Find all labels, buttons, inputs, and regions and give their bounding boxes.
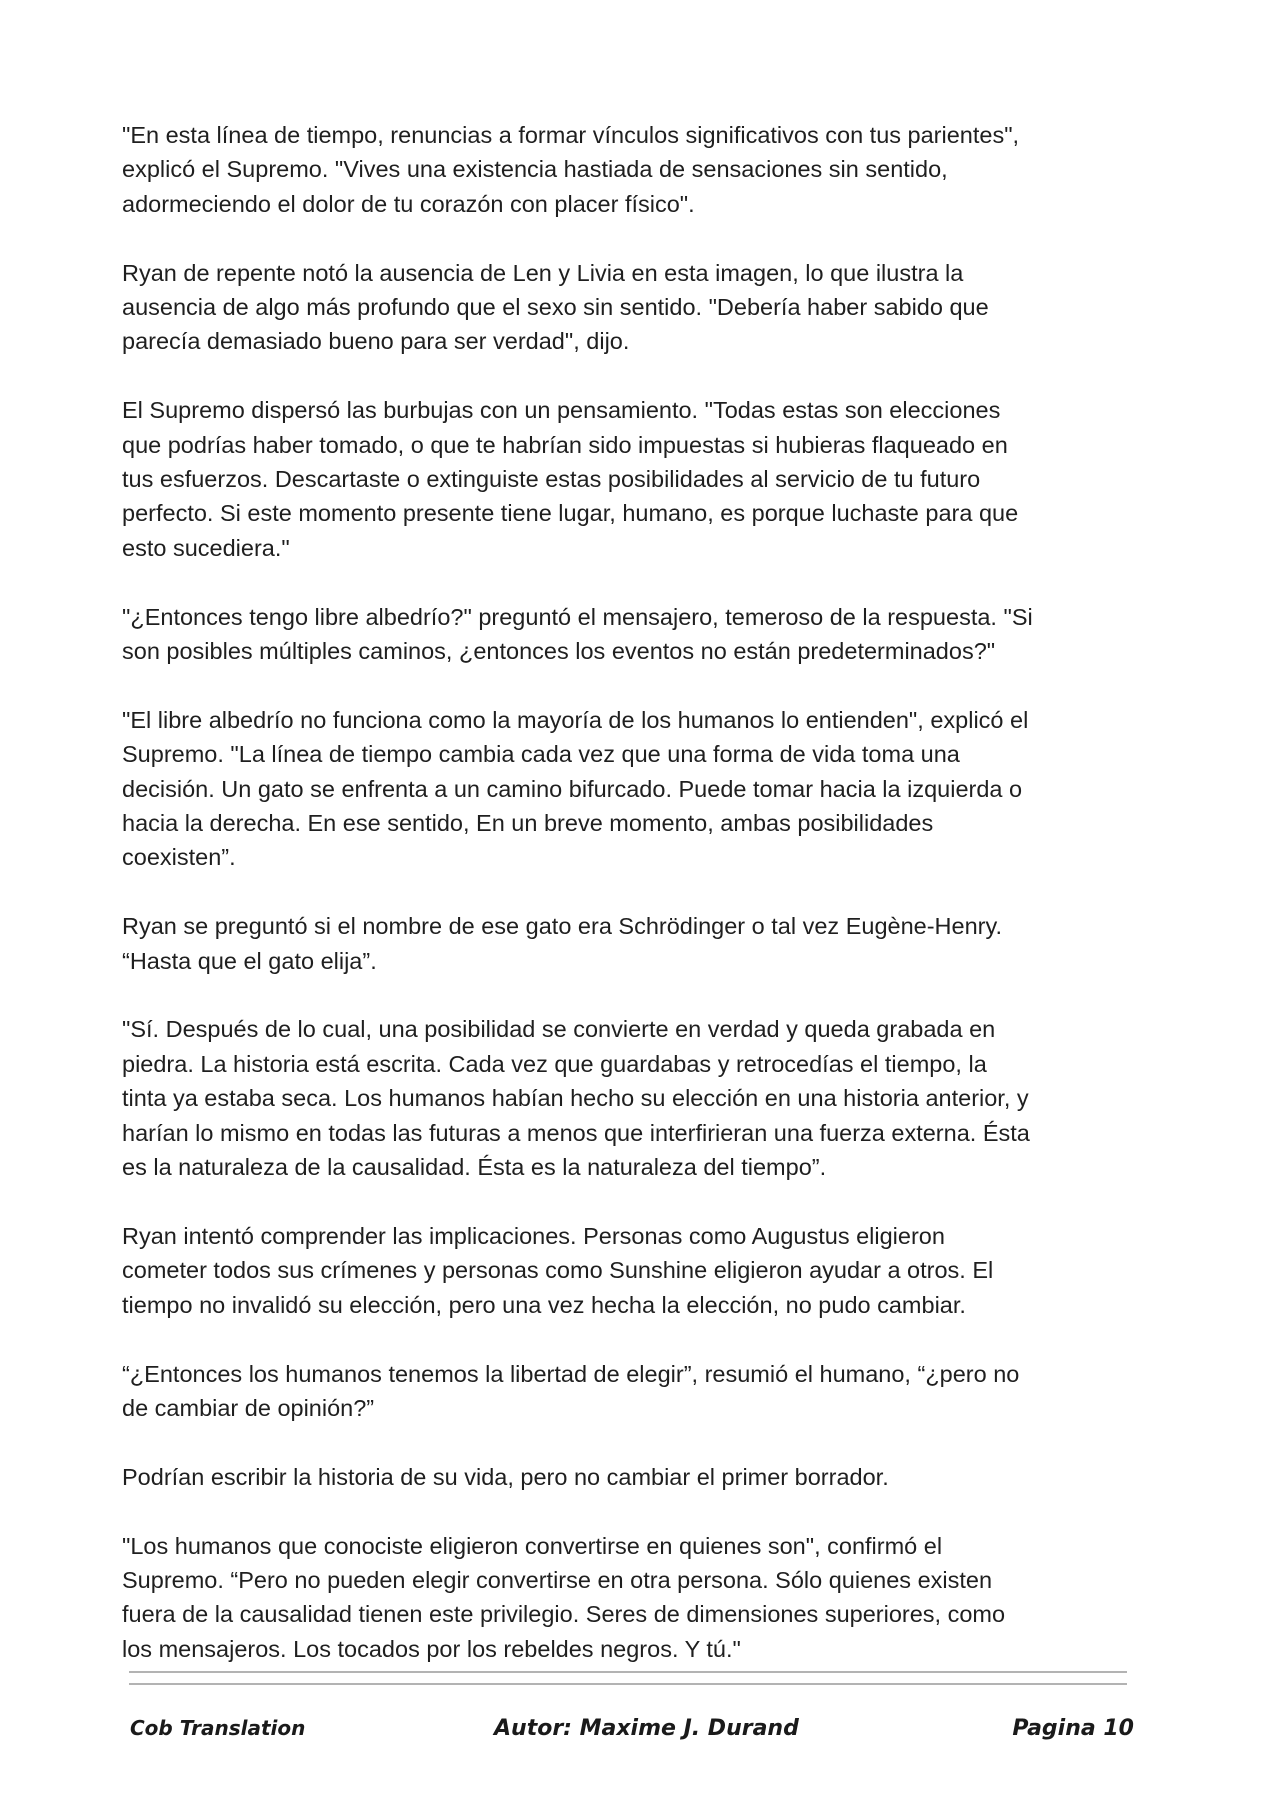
text-line: "El libre albedrío no funciona como la mayoría de los humanos lo entienden", explicó el [122,706,1029,733]
text-line: piedra. La historia está escrita. Cada vez que guardabas y retrocedías el tiempo, la [122,1050,987,1077]
text-line: harían lo mismo en todas las futuras a menos que interfirieran una fuerza externa. Ésta [122,1119,1030,1146]
paragraph-4 [122,600,1152,669]
text-line: tinta ya estaba seca. Los humanos habían hecho su elección en una historia anterior, y [122,1085,1029,1112]
paragraph-7 [122,1012,1152,1184]
text-line: El Supremo dispersó las burbujas con un pensamiento. "Todas estas son elecciones [122,397,1001,424]
text-line: Supremo. "La línea de tiempo cambia cada vez que una forma de vida toma una [122,741,960,768]
paragraph-2 [122,256,1152,359]
text-line: "En esta línea de tiempo, renuncias a formar vínculos significativos con tus parientes", [122,122,1020,148]
text-line: hacia la derecha. En ese sentido, En un breve momento, ambas posibilidades [122,810,934,837]
paragraph-11 [122,1529,1152,1667]
text-line: adormeciendo el dolor de tu corazón con placer físico". [122,190,695,217]
text-line: ausencia de algo más profundo que el sexo sin sentido. "Debería haber sabido que [122,294,989,321]
paragraph-5 [122,703,1152,875]
text-line: fuera de la causalidad tienen este privilegio. Seres de dimensiones superiores, como [122,1601,1006,1628]
text-line: tiempo no invalidó su elección, pero una vez hecha la elección, no pudo cambiar. [122,1291,966,1318]
text-line: Ryan intentó comprender las implicaciones. Personas como Augustus eligieron [122,1222,945,1249]
paragraph-6 [122,909,1152,978]
paragraph-1 [122,118,1152,221]
text-line: coexisten”. [122,844,236,871]
text-line: los mensajeros. Los tocados por los rebeldes negros. Y tú." [122,1635,741,1662]
text-line: “Hasta que el gato elija”. [122,947,377,974]
text-line: esto sucediera." [122,534,290,561]
text-line: es la naturaleza de la causalidad. Ésta es la naturaleza del tiempo”. [122,1154,827,1181]
text-line: cometer todos sus crímenes y personas como Sunshine eligieron ayudar a otros. El [122,1257,994,1284]
paragraph-9 [122,1357,1152,1426]
text-line: tus esfuerzos. Descartaste o extinguiste estas posibilidades al servicio de tu futuro [122,466,981,493]
text-line: Ryan se preguntó si el nombre de ese gato era Schrödinger o tal vez Eugène-Henry. [122,913,1003,940]
footer-divider-bottom [129,1683,1127,1685]
paragraph-3 [122,393,1152,565]
footer-translator: Cob Translation [130,1716,306,1740]
paragraph-8 [122,1219,1152,1322]
body-text [122,118,1152,1666]
footer-page-number: Pagina 10 [1012,1716,1134,1741]
text-line: de cambiar de opinión?” [122,1394,375,1421]
text-line: parecía demasiado bueno para ser verdad", dijo. [122,328,630,355]
paragraph-10 [122,1460,1152,1494]
text-line: que podrías haber tomado, o que te habrían sido impuestas si hubieras flaqueado en [122,431,1008,458]
text-line: "Los humanos que conociste eligieron convertirse en quienes son", confirmó el [122,1532,943,1559]
text-line: Ryan de repente notó la ausencia de Len y Livia en esta imagen, lo que ilustra la [122,259,964,286]
footer-author: Autor: Maxime J. Durand [494,1716,799,1741]
text-line: "Sí. Después de lo cual, una posibilidad se convierte en verdad y queda grabada en [122,1016,996,1043]
text-line: “¿Entonces los humanos tenemos la libertad de elegir”, resumió el humano, “¿pero no [122,1360,1020,1387]
text-line: Podrían escribir la historia de su vida, pero no cambiar el primer borrador. [122,1463,889,1490]
text-line: perfecto. Si este momento presente tiene lugar, humano, es porque luchaste para que [122,500,1019,527]
text-line: decisión. Un gato se enfrenta a un camino bifurcado. Puede tomar hacia la izquierda o [122,775,1023,802]
text-line: explicó el Supremo. "Vives una existencia hastiada de sensaciones sin sentido, [122,156,948,183]
text-line: "¿Entonces tengo libre albedrío?" preguntó el mensajero, temeroso de la respuesta. "Si [122,603,1033,630]
footer-divider-top [129,1671,1127,1673]
text-line: son posibles múltiples caminos, ¿entonces los eventos no están predeterminados?" [122,638,996,665]
text-line: Supremo. “Pero no pueden elegir convertirse en otra persona. Sólo quienes existen [122,1566,993,1593]
